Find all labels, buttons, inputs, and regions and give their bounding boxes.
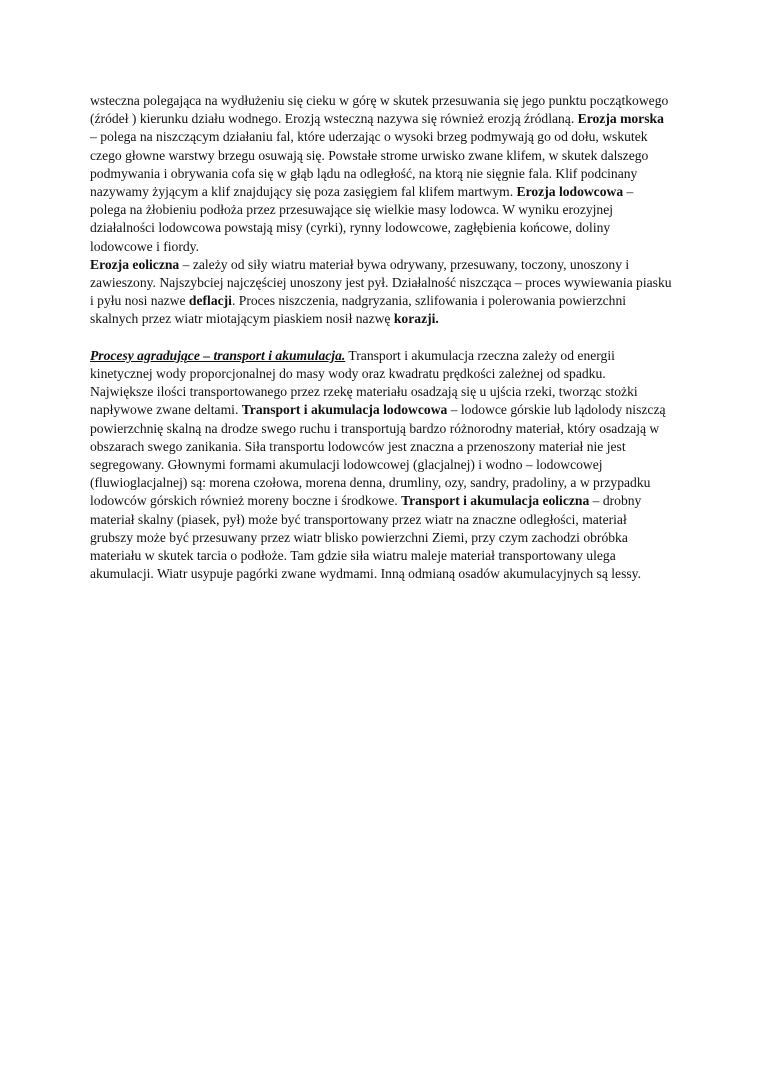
bold-term: Erozja morska [577, 111, 664, 127]
text-run: . Proces niszczenia, nadgryzania, szlifowania i polerowania powierzchni skalnych przez wiatr miotającym piaskiem nosił nazwę [90, 293, 627, 327]
paragraph-aggradation [90, 347, 672, 584]
text-run: – zależy od siły wiatru materiał bywa odrywany, przesuwany, toczony, unoszony i zawieszony. Najszybciej najczęściej unoszony jest pył. Działalność niszcząca – proces wywiewania piasku i pyłu nosi nazwe [90, 256, 672, 309]
bold-term: Transport i akumulacja eoliczna [401, 493, 590, 509]
text-run: – polega na żłobieniu podłoża przez przesuwające się wielkie masy lodowca. W wyniku erozyjnej działalności lodowcowa powstają misy (cyrki), rynny lodowcowe, zagłębienia końcowe, doliny lodowcowe i fiordy. [90, 184, 634, 254]
document-body [90, 92, 672, 583]
text-run: Transport i akumulacja rzeczna zależy od energii kinetycznej wody proporcjonalnej do masy wody oraz kwadratu prędkości zależnej od spadku. Największe ilości transportowanego przez rzekę materiału osadzają się u ujścia rzeki, tworząc stożki napływowe zwane deltami. [90, 347, 638, 418]
text-run: wsteczna polegająca na wydłużeniu się cieku w górę w skutek przesuwania się jego punktu początkowego (źródeł ) kierunku działu wodnego. Erozją wsteczną nazywa się również erozją źródlaną. [90, 93, 669, 127]
bold-term: Transport i akumulacja lodowcowa [241, 402, 448, 418]
text-run: – drobny materiał skalny (piasek, pył) może być transportowany przez wiatr na znaczne odległości, materiał grubszy może być przesuwany przez wiatr blisko powierzchni Ziemi, przy czym zachodzi obróbka materiału w skutek tarcia o podłoże. Tam gdzie siła wiatru maleje materiał transportowany ulega akumulacji. Wiatr usypuje pagórki zwane wydmami. Inną odmianą osadów akumulacyjnych są lessy. [90, 493, 642, 582]
bold-term: deflacji [188, 293, 232, 309]
bold-term: Erozja eoliczna [90, 256, 180, 272]
bold-term: korazji. [393, 311, 439, 327]
text-run: – polega na niszczącym działaniu fal, które uderzając o wysoki brzeg podmywają go od dołu, wskutek czego głowne warstwy brzegu osuwają się. Powstałe strome urwisko zwane klifem, w skutek dalszego podmywania i obrywania cofa się w głąb lądu na odległość, na ktorą nie sięgnie fala. Klif podcinany nazywamy żyjącym a klif znajdujący się poza zasięgiem fal klifem martwym. [90, 129, 649, 200]
text-run: – lodowce górskie lub lądolody niszczą powierzchnię skalną na drodze swego ruchu i transportują bardzo różnorodny materiał, który osadzają w obszarach swego zanikania. Siła transportu lodowców jest znaczna a przenoszony materiał nie jest segregowany. Głownymi formami akumulacji lodowcowej (glacjalnej) i wodno – lodowcowej (fluwioglacjalnej) są: morena czołowa, morena denna, drumliny, ozy, sandry, pradoliny, a w przypadku lodowców górskich również moreny boczne i środkowe. [90, 402, 666, 509]
section-heading: Procesy agradujące – transport i akumulacja. [90, 347, 346, 363]
paragraph-erosion [90, 92, 672, 329]
bold-term: Erozja lodowcowa [516, 184, 624, 200]
